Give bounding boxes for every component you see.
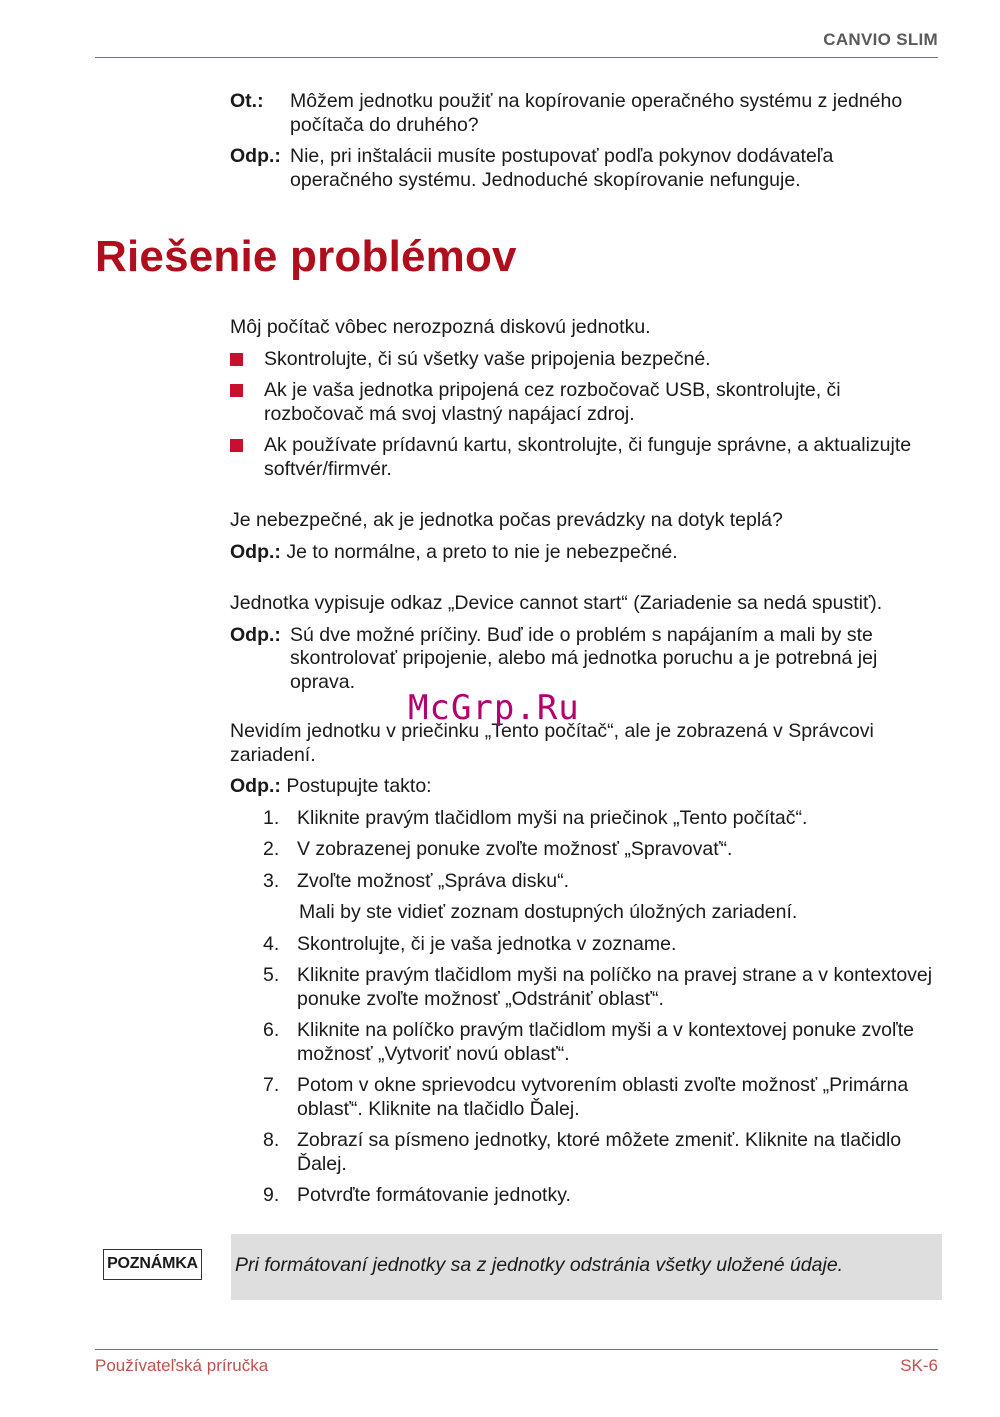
problem4-answer — [230, 775, 940, 799]
step-text: Kliknite pravým tlačidlom myši na políčko na pravej strane a v kontextovej ponuke zvoľte možnosť „Odstrániť oblasť“. — [297, 964, 933, 1010]
step-text: Potvrďte formátovanie jednotky. — [297, 1184, 571, 1206]
bullet-text: Ak je vaša jednotka pripojená cez rozbočovač USB, skontrolujte, či rozbočovač má svoj vlastný napájací zdroj. — [264, 379, 841, 425]
problem2-answer-label: Odp.: — [230, 540, 281, 563]
list-item — [230, 1184, 940, 1208]
faq-question — [230, 90, 940, 137]
footer-page-number: SK-6 — [900, 1356, 938, 1375]
bullet-square-icon — [230, 353, 243, 366]
faq-question-label: Ot.: — [230, 90, 264, 112]
problem3-answer-label: Odp.: — [230, 623, 281, 646]
problem2-question: Je nebezpečné, ak je jednotka počas prevádzky na dotyk teplá? — [230, 509, 783, 531]
faq-answer-text: Nie, pri inštalácii musíte postupovať podľa pokynov dodávateľa operačného systému. Jednoduché skopírovanie nefunguje. — [290, 145, 834, 191]
step-subnote: Mali by ste vidieť zoznam dostupných úložných zariadení. — [299, 901, 798, 923]
problem4-answer-label: Odp.: — [230, 775, 281, 797]
note-box — [231, 1234, 942, 1300]
step-text: Potom v okne sprievodcu vytvorením oblasti zvoľte možnosť „Primárna oblasť“. Kliknite na tlačidlo Ďalej. — [297, 1074, 909, 1120]
step-number: 2. — [263, 838, 280, 860]
faq-answer — [230, 145, 940, 192]
faq-question-text: Môžem jednotku použiť na kopírovanie operačného systému z jedného počítača do druhého? — [290, 90, 903, 136]
step-number: 9. — [263, 1184, 280, 1206]
problem4-question: Nevidím jednotku v priečinku „Tento počítač“, ale je zobrazená v Správcovi zariadení. — [230, 720, 874, 766]
bullet-text: Ak používate prídavnú kartu, skontrolujte, či funguje správne, a aktualizujte softvér/firmvér. — [264, 434, 912, 480]
step-text: Zobrazí sa písmeno jednotky, ktoré môžete zmeniť. Kliknite na tlačidlo Ďalej. — [297, 1129, 902, 1175]
faq-answer-label: Odp.: — [230, 145, 281, 167]
list-item — [230, 964, 940, 1011]
step-text: Zvoľte možnosť „Správa disku“. — [297, 869, 570, 892]
list-item — [230, 1129, 940, 1176]
note-tag: POZNÁMKA — [103, 1249, 202, 1280]
watermark: McGrp.Ru — [408, 688, 580, 728]
step-number: 8. — [263, 1129, 280, 1151]
bullet-square-icon — [230, 439, 243, 452]
step-number: 4. — [263, 932, 280, 955]
list-item — [230, 838, 940, 862]
list-item — [230, 933, 940, 957]
list-item — [230, 807, 940, 831]
bullet-square-icon — [230, 384, 243, 397]
problem4-steps — [230, 807, 940, 1208]
problem4-answer-text: Postupujte takto: — [286, 775, 432, 797]
faq-block — [230, 90, 940, 200]
list-item — [230, 348, 940, 372]
problem1-bullet-list — [230, 348, 940, 482]
step-text: Kliknite pravým tlačidlom myši na priečinok „Tento počítač“. — [297, 806, 808, 829]
step-number: 7. — [263, 1074, 280, 1096]
problem3-question: Jednotka vypisuje odkaz „Device cannot start“ (Zariadenie sa nedá spustiť). — [230, 592, 883, 614]
list-item — [230, 1074, 940, 1121]
footer-rule — [95, 1349, 938, 1350]
header-rule — [95, 57, 938, 58]
step-text: V zobrazenej ponuke zvoľte možnosť „Spravovať“. — [297, 838, 733, 860]
list-item — [230, 379, 940, 426]
list-item — [230, 870, 940, 894]
note-text: Pri formátovaní jednotky sa z jednotky odstránia všetky uložené údaje. — [235, 1254, 844, 1276]
list-item — [230, 434, 940, 481]
running-header-title: CANVIO SLIM — [823, 30, 938, 49]
step-number: 3. — [263, 869, 280, 892]
step-number: 5. — [263, 964, 280, 986]
problem2-answer-text: Je to normálne, a preto to nie je nebezpečné. — [286, 540, 678, 563]
problem1-intro: Môj počítač vôbec nerozpozná diskovú jednotku. — [230, 316, 651, 338]
step-text: Skontrolujte, či je vaša jednotka v zozname. — [297, 932, 677, 955]
step-number: 6. — [263, 1019, 280, 1041]
troubleshooting-content — [230, 316, 940, 1216]
step-number: 1. — [263, 806, 280, 829]
problem3-answer — [230, 624, 940, 695]
step-text: Kliknite na políčko pravým tlačidlom myši a v kontextovej ponuke zvoľte možnosť „Vytvoriť novú oblasť“. — [297, 1019, 914, 1065]
footer-manual-title: Používateľská príručka — [95, 1356, 269, 1375]
section-title: Riešenie problémov — [95, 232, 517, 281]
list-item — [230, 1019, 940, 1066]
problem2-answer — [230, 541, 940, 565]
problem3-answer-text: Sú dve možné príčiny. Buď ide o problém s napájaním a mali by ste skontrolovať pripojenie, alebo má jednotka poruchu a je potrebná jej oprava. — [290, 623, 878, 693]
bullet-text: Skontrolujte, či sú všetky vaše pripojenia bezpečné. — [264, 347, 711, 370]
